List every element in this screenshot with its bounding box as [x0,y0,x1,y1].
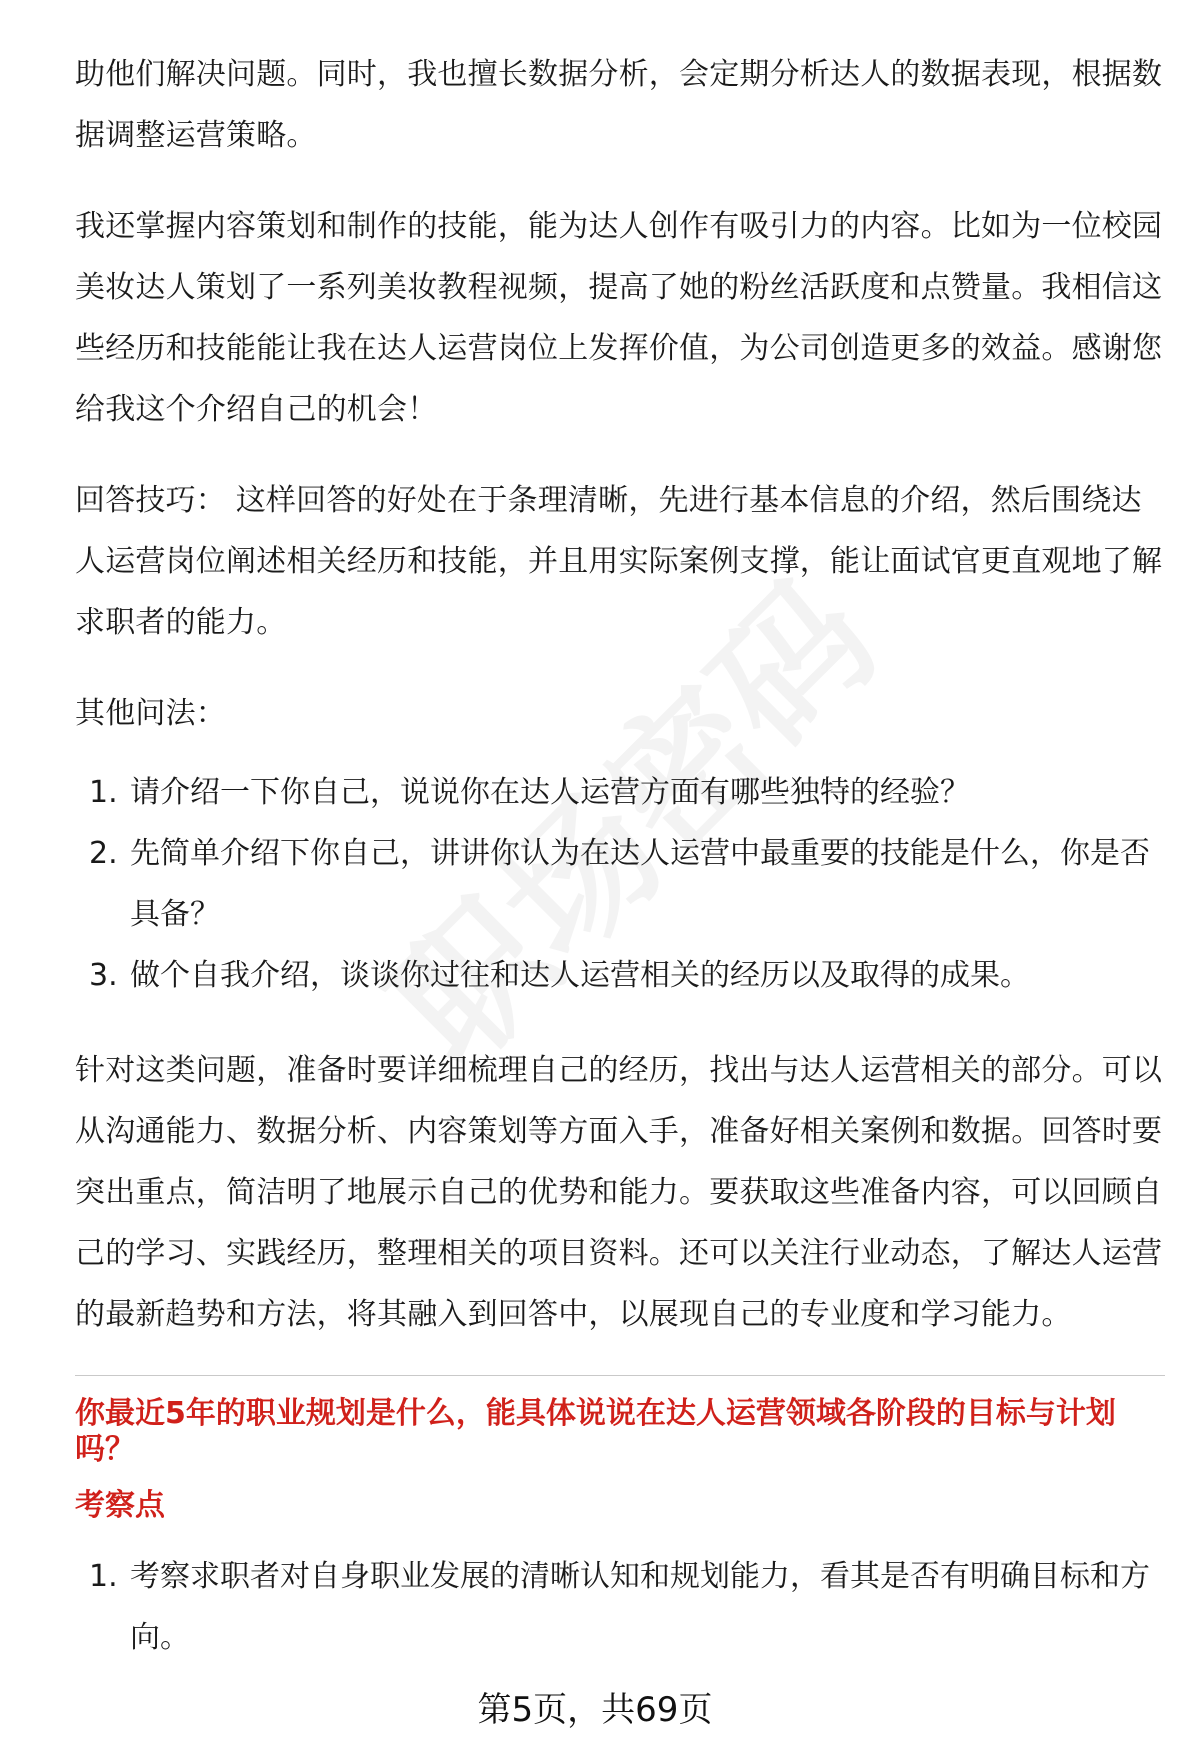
list-number: 2. [89,836,118,871]
paragraph-continuation: 助他们解决问题。同时，我也擅长数据分析，会定期分析达人的数据表现，根据数据调整运营策略。 [75,57,1163,153]
list-item [75,823,1165,945]
exam-points-heading: 考察点 [75,1488,165,1523]
other-questions-heading: 其他问法： [75,696,226,731]
list-item [75,1546,1165,1668]
list-item-text: 考察求职者对自身职业发展的清晰认知和规划能力，看其是否有明确目标和方向。 [130,1559,1150,1655]
question-heading: 你最近5年的职业规划是什么，能具体说说在达人运营领域各阶段的目标与计划吗？ [75,1396,1116,1467]
section-divider [75,1375,1165,1376]
list-number: 1. [89,775,118,810]
list-item [75,762,1165,823]
list-item [75,945,1165,1006]
list-number: 3. [89,958,118,993]
list-item-text: 做个自我介绍，谈谈你过往和达人运营相关的经历以及取得的成果。 [130,958,1030,993]
paragraph-preparation: 针对这类问题，准备时要详细梳理自己的经历，找出与达人运营相关的部分。可以从沟通能力、数据分析、内容策划等方面入手，准备好相关案例和数据。回答时要突出重点，简洁明了地展示自己的优势和能力。要获取这些准备内容，可以回顾自己的学习、实践经历，整理相关的项目资料。还可以关注行业动态，了解达人运营的最新趋势和方法，将其融入到回答中，以展现自己的专业度和学习能力。 [75,1053,1163,1332]
paragraph-answer-tips: 回答技巧： 这样回答的好处在于条理清晰，先进行基本信息的介绍，然后围绕达人运营岗位阐述相关经历和技能，并且用实际案例支撑，能让面试官更直观地了解求职者的能力。 [75,483,1163,640]
other-questions-list [75,762,1165,1006]
exam-points-list [75,1546,1165,1668]
page-number-footer: 第5页，共69页 [477,1690,713,1730]
page-content [75,44,1165,1702]
list-item-text: 先简单介绍下你自己，讲讲你认为在达人运营中最重要的技能是什么，你是否具备？ [130,836,1150,932]
list-item-text: 请介绍一下你自己，说说你在达人运营方面有哪些独特的经验？ [130,775,970,810]
paragraph-skills: 我还掌握内容策划和制作的技能，能为达人创作有吸引力的内容。比如为一位校园美妆达人策划了一系列美妆教程视频，提高了她的粉丝活跃度和点赞量。我相信这些经历和技能能让我在达人运营岗位上发挥价值，为公司创造更多的效益。感谢您给我这个介绍自己的机会！ [75,209,1163,427]
list-number: 1. [89,1559,118,1594]
